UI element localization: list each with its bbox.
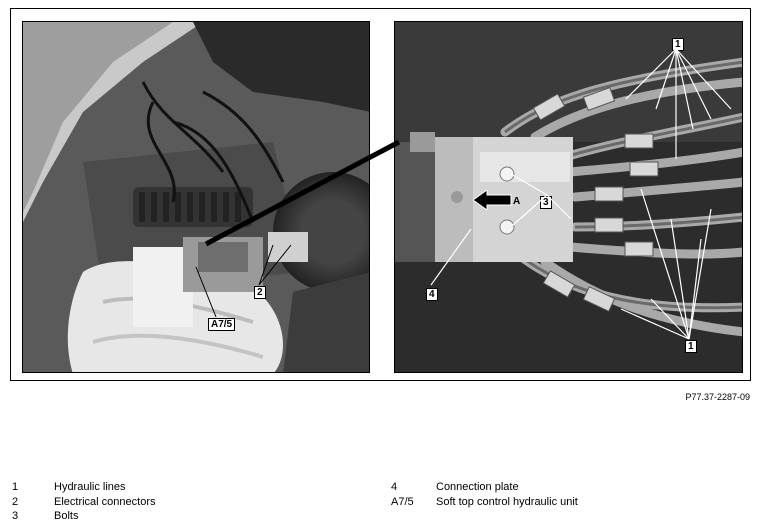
legend-text: Connection plate xyxy=(436,481,519,493)
hydraulic-unit-photo-image xyxy=(395,22,743,373)
legend-item xyxy=(12,480,372,495)
legend-text: Soft top control hydraulic unit xyxy=(436,495,578,508)
legend-number: 2 xyxy=(12,495,19,508)
legend-item xyxy=(391,480,751,495)
legend-item xyxy=(12,509,372,524)
callout-3: 3 xyxy=(540,196,552,209)
legend-number: 3 xyxy=(12,510,19,522)
legend-text: Hydraulic lines xyxy=(54,481,126,493)
figure-reference: P77.37-2287-09 xyxy=(685,392,750,402)
label-a: A xyxy=(513,196,521,207)
photo-hydraulic-unit-detail xyxy=(394,21,743,373)
photo-trunk-overview xyxy=(22,21,370,373)
callout-1-bottom: 1 xyxy=(685,340,697,353)
legend-number: 1 xyxy=(12,481,19,493)
callout-2: 2 xyxy=(254,286,266,299)
callout-4: 4 xyxy=(426,288,438,301)
callout-a7-5: A7/5 xyxy=(208,318,235,331)
trunk-photo-image xyxy=(23,22,370,373)
figure-frame xyxy=(10,8,751,381)
legend-item xyxy=(12,495,372,510)
arrow-a-icon xyxy=(473,190,513,210)
callout-1-top: 1 xyxy=(672,38,684,51)
legend-left xyxy=(12,480,372,524)
legend-text: Bolts xyxy=(54,510,79,522)
legend-text: Electrical connectors xyxy=(54,495,156,508)
legend-item xyxy=(391,495,751,510)
legend-right xyxy=(391,480,751,509)
legend-number: 4 xyxy=(391,481,398,493)
legend-number: A7/5 xyxy=(391,495,414,508)
